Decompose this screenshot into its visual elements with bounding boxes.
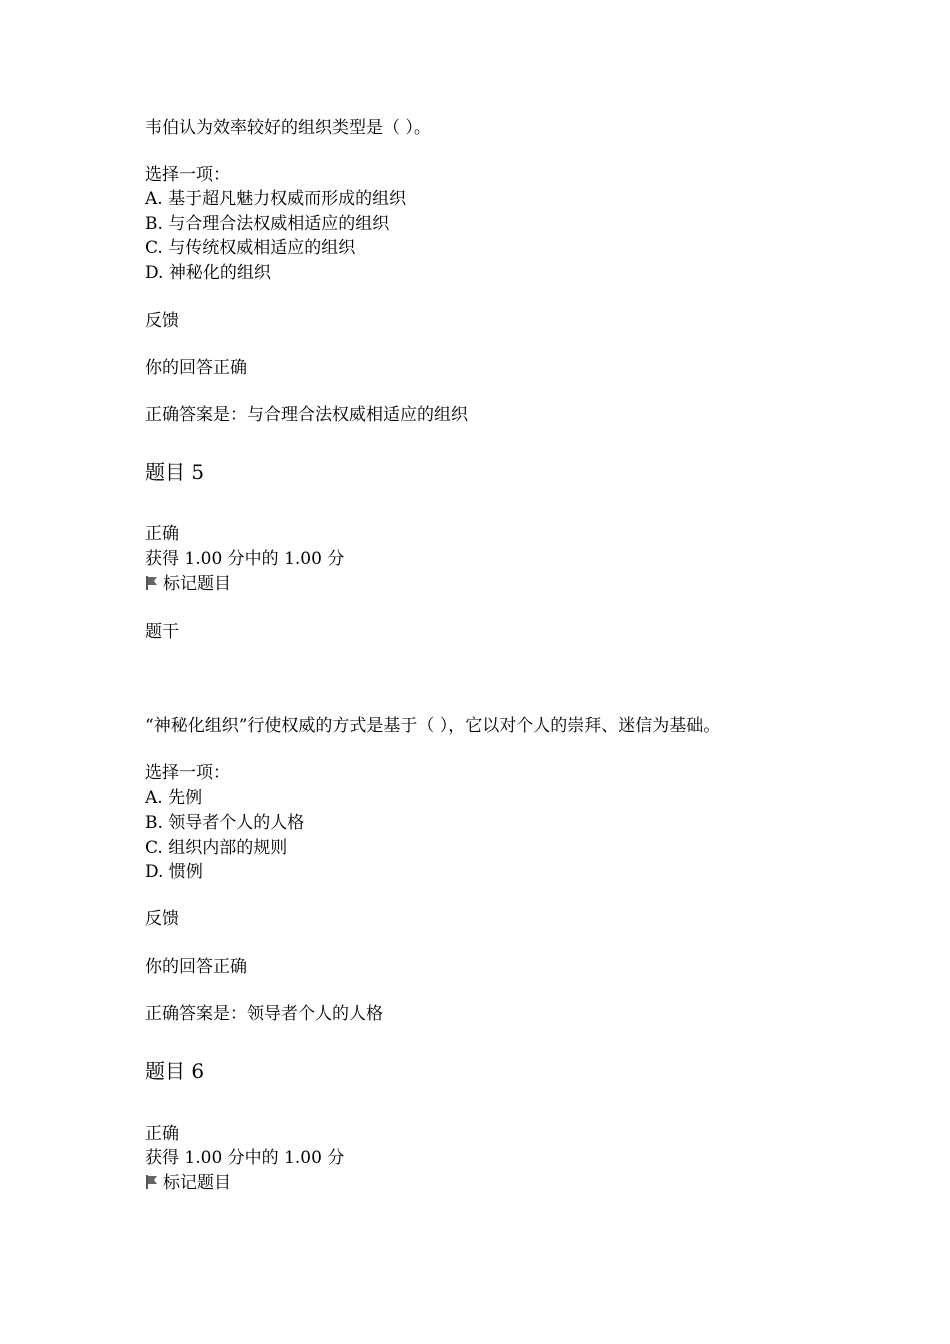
q5-score: 获得 1.00 分中的 1.00 分: [145, 549, 345, 569]
q6-status: 正确: [145, 1124, 179, 1144]
q5-correct-answer: 正确答案是：领导者个人的人格: [145, 1004, 383, 1024]
flag-icon: [145, 1174, 159, 1190]
q5-heading: 题目 5: [145, 460, 205, 484]
q5-feedback-result: 你的回答正确: [145, 957, 247, 977]
q4-question-text: 韦伯认为效率较好的组织类型是（ ）。: [145, 118, 431, 138]
q6-flag-label: 标记题目: [163, 1173, 231, 1193]
q5-question-text: “神秘化组织”行使权威的方式是基于（ ），它以对个人的崇拜、迷信为基础。: [145, 716, 721, 736]
q4-option-d[interactable]: D. 神秘化的组织: [145, 263, 271, 283]
q6-score: 获得 1.00 分中的 1.00 分: [145, 1148, 345, 1168]
q4-feedback-result: 你的回答正确: [145, 358, 247, 378]
q5-stem-label: 题干: [145, 622, 179, 642]
q5-status: 正确: [145, 524, 179, 544]
q6-flag-question[interactable]: [145, 1171, 231, 1195]
q5-option-a[interactable]: A. 先例: [145, 788, 203, 808]
q5-option-c[interactable]: C. 组织内部的规则: [145, 838, 288, 858]
flag-icon: [145, 575, 159, 591]
q4-correct-answer: 正确答案是：与合理合法权威相适应的组织: [145, 405, 468, 425]
q5-flag-label: 标记题目: [163, 574, 231, 594]
q4-option-c[interactable]: C. 与传统权威相适应的组织: [145, 238, 356, 258]
q5-feedback-label: 反馈: [145, 909, 179, 929]
q5-option-d[interactable]: D. 惯例: [145, 862, 203, 882]
q5-option-b[interactable]: B. 领导者个人的人格: [145, 813, 305, 833]
q4-option-a[interactable]: A. 基于超凡魅力权威而形成的组织: [145, 189, 407, 209]
q5-select-prompt: 选择一项：: [145, 763, 230, 783]
q5-flag-question[interactable]: [145, 572, 231, 596]
q4-feedback-label: 反馈: [145, 311, 179, 331]
q4-select-prompt: 选择一项：: [145, 165, 230, 185]
q4-option-b[interactable]: B. 与合理合法权威相适应的组织: [145, 214, 390, 234]
q6-heading: 题目 6: [145, 1059, 205, 1083]
